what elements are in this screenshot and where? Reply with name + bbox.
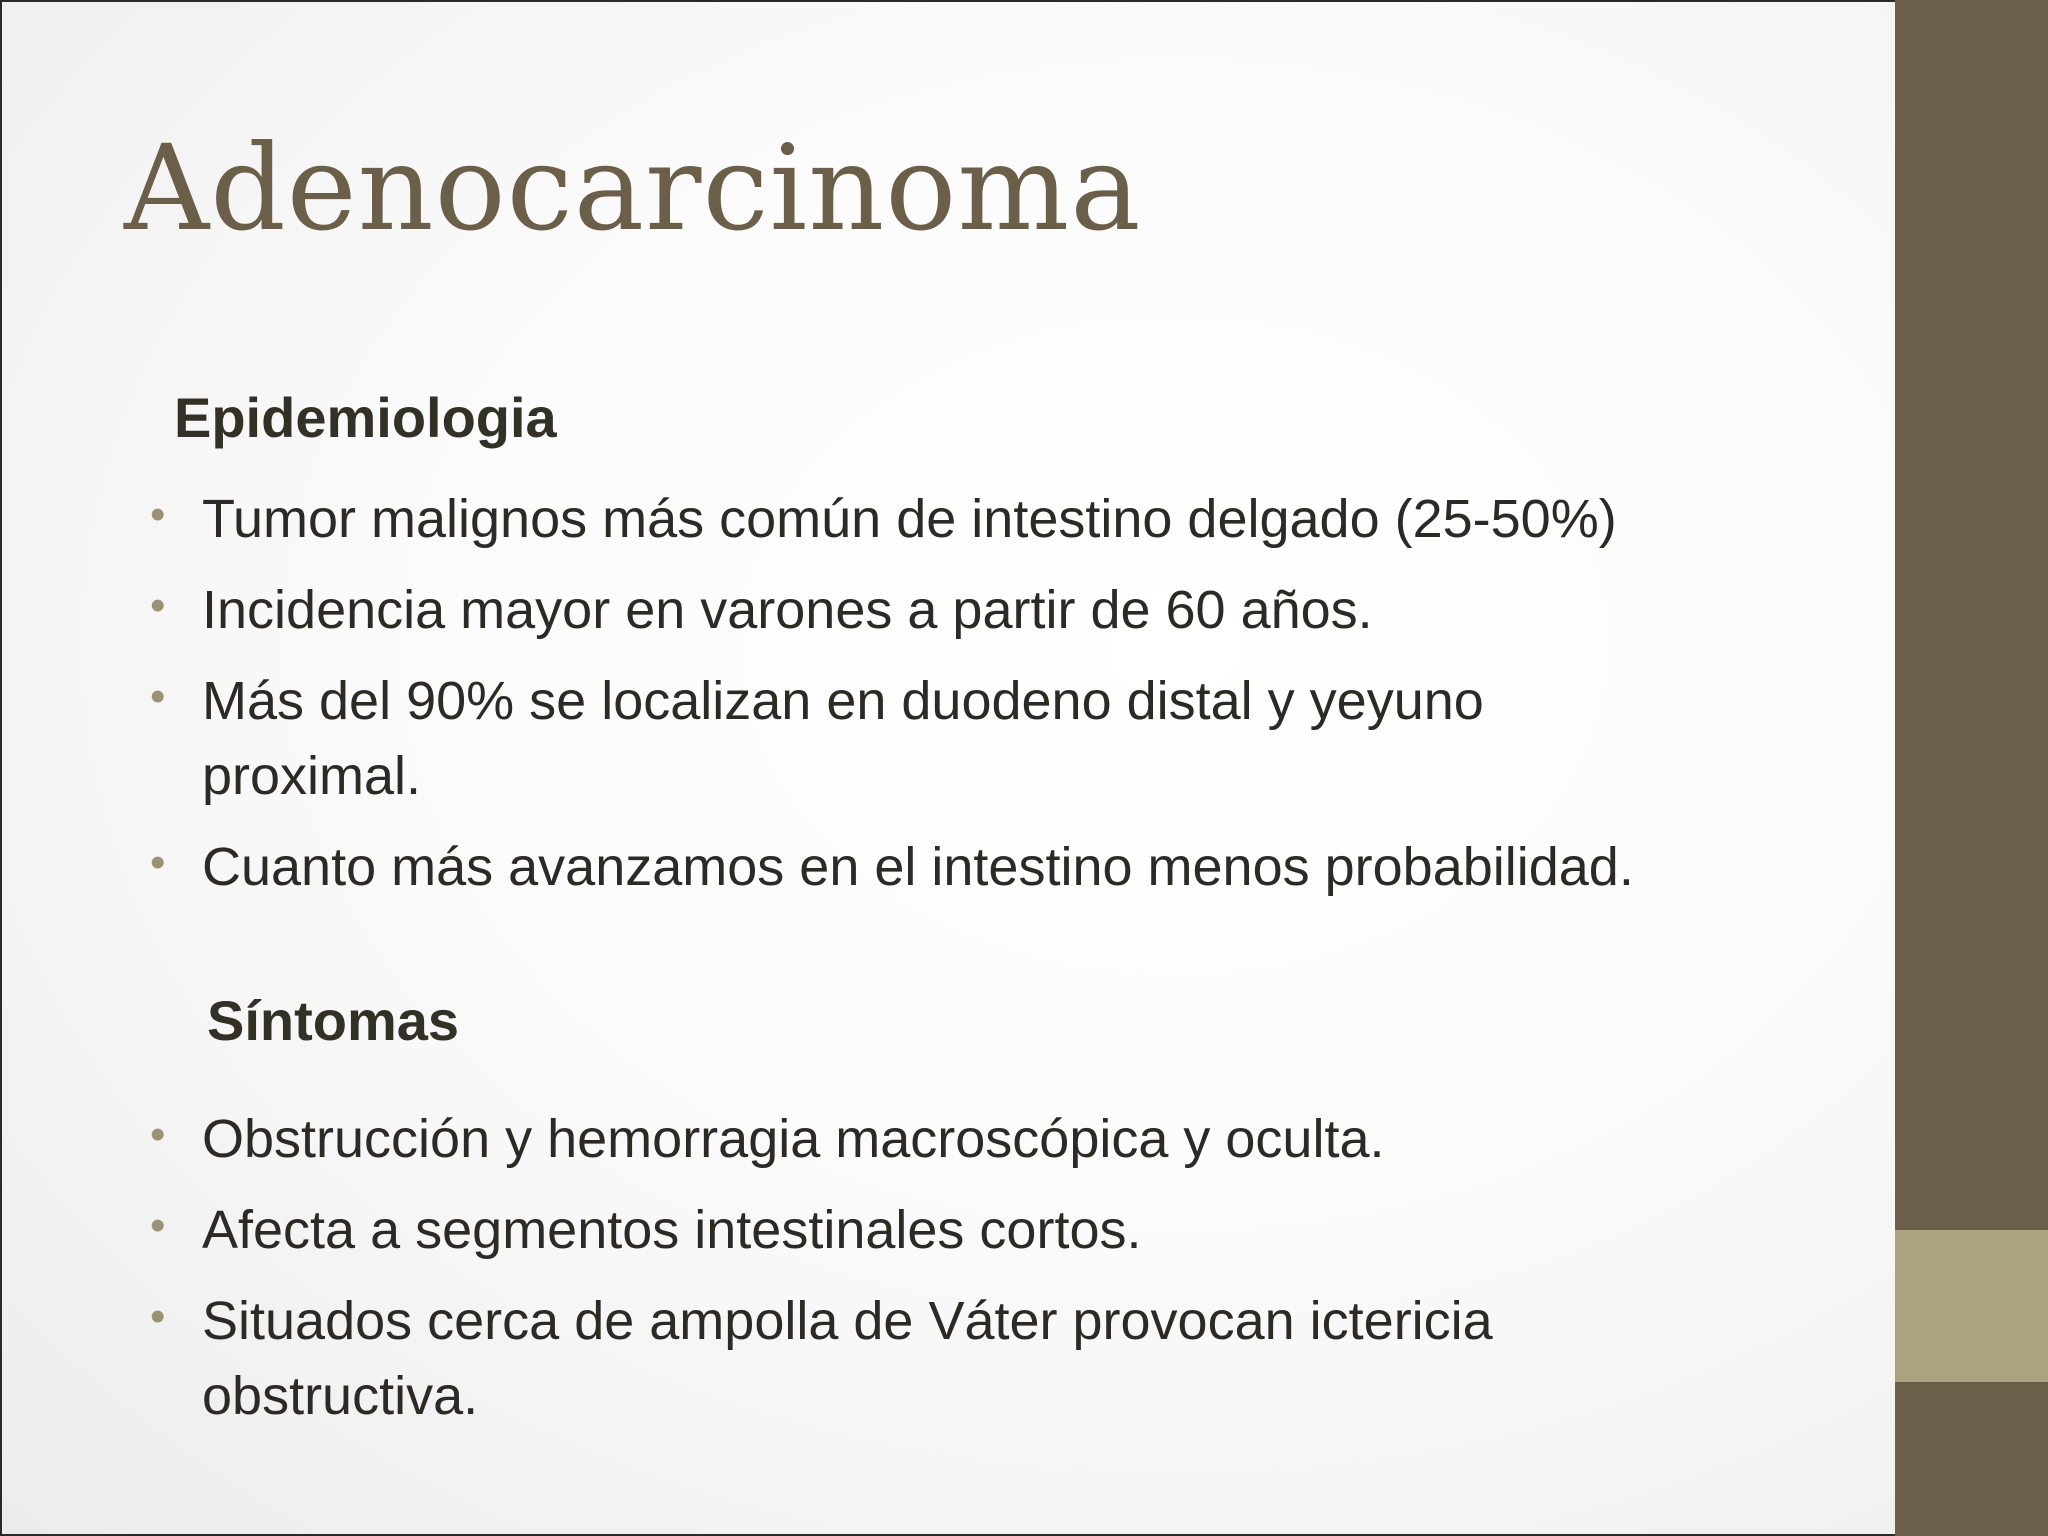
bullet-item	[147, 573, 1847, 648]
bullet-list-epidemiologia	[147, 482, 1847, 921]
bullet-dot-icon: •	[150, 1292, 166, 1341]
bullet-text: Obstrucción y hemorragia macroscópica y oculta.	[202, 1109, 1385, 1169]
bullet-item	[147, 1193, 1847, 1268]
bullet-text: Situados cerca de ampolla de Váter provocan ictericia obstructiva.	[202, 1291, 1493, 1426]
bullet-dot-icon: •	[150, 672, 166, 721]
section-heading-sintomas: Síntomas	[207, 989, 460, 1052]
bullet-text: Tumor malignos más común de intestino delgado (25-50%)	[202, 489, 1617, 549]
bullet-item	[147, 1102, 1847, 1177]
bullet-item	[147, 830, 1847, 905]
bullet-text: Cuanto más avanzamos en el intestino menos probabilidad.	[202, 837, 1634, 897]
side-decor-accent	[1895, 1230, 2048, 1382]
bullet-dot-icon: •	[150, 838, 166, 887]
bullet-item	[147, 1284, 1652, 1434]
bullet-list-sintomas	[147, 1102, 1847, 1450]
bullet-item	[147, 482, 1847, 557]
slide-title: Adenocarcinoma	[124, 119, 1142, 257]
bullet-dot-icon: •	[150, 490, 166, 539]
bullet-item	[147, 664, 1632, 814]
bullet-dot-icon: •	[150, 1110, 166, 1159]
bullet-text: Afecta a segmentos intestinales cortos.	[202, 1200, 1142, 1260]
bullet-text: Incidencia mayor en varones a partir de 60 años.	[202, 580, 1373, 640]
bullet-dot-icon: •	[150, 1201, 166, 1250]
section-heading-epidemiologia: Epidemiologia	[174, 386, 557, 449]
bullet-text: Más del 90% se localizan en duodeno distal y yeyuno proximal.	[202, 671, 1484, 806]
bullet-dot-icon: •	[150, 581, 166, 630]
